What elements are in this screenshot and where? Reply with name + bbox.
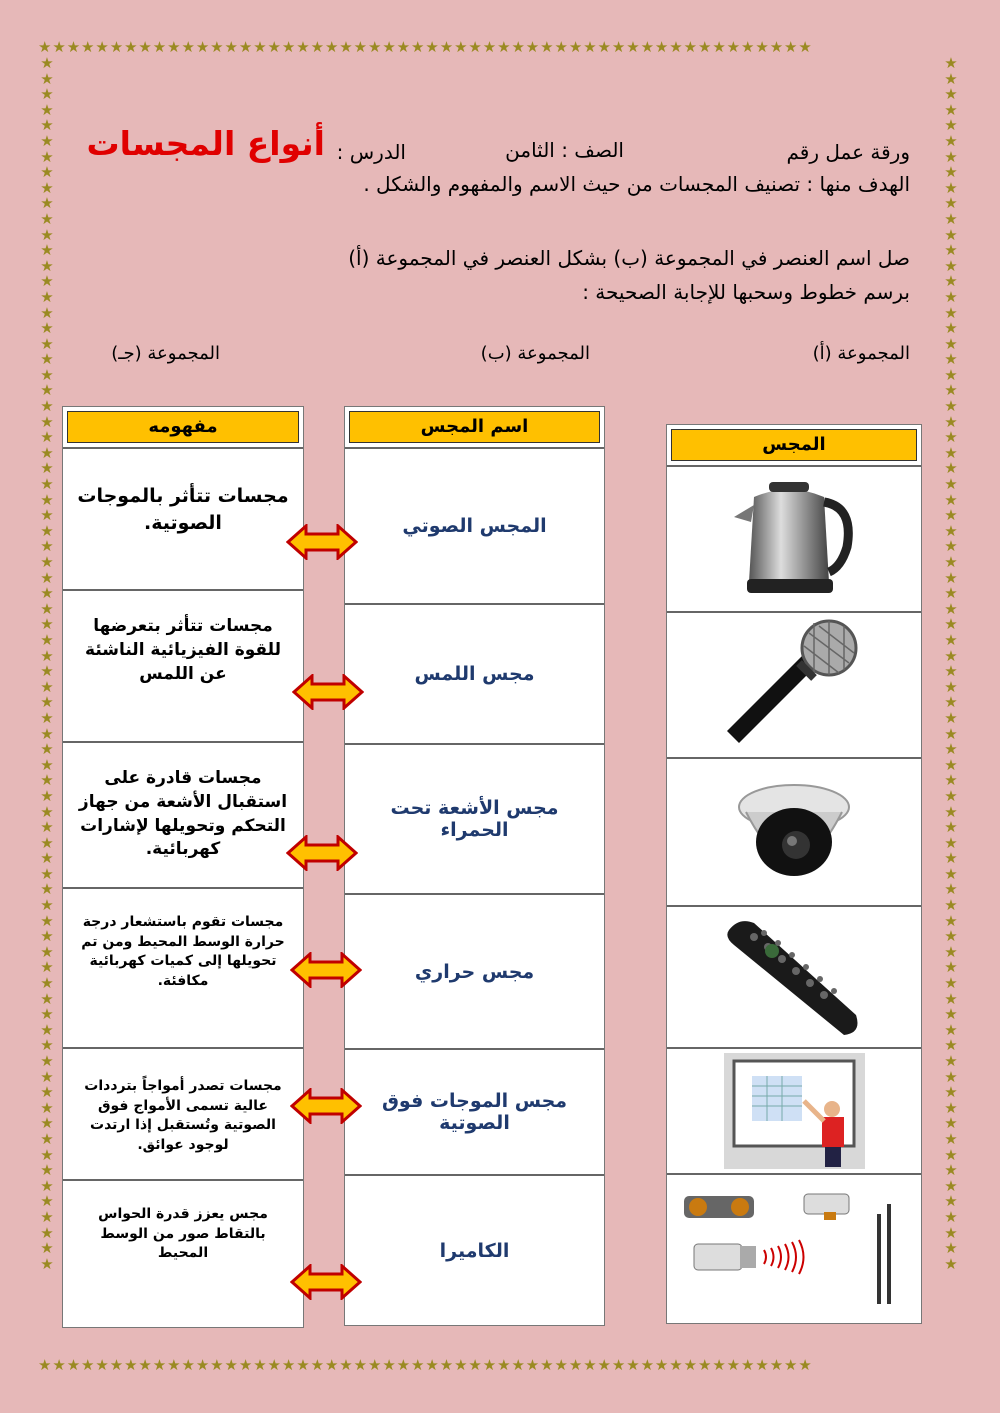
dome-camera-icon (734, 777, 854, 887)
group-b-label: المجموعة (ب) (480, 343, 590, 364)
name-cell-3: مجس الأشعة تحت الحمراء (345, 743, 604, 893)
name-cell-2: مجس اللمس (345, 603, 604, 743)
kettle-icon (729, 477, 859, 602)
table-name (344, 406, 605, 1326)
table-concept (62, 406, 304, 1328)
table-concept-header: مفهومه (67, 411, 299, 443)
concept-cell-6: مجس يعزز قدرة الحواس بالتقاط صور من الوسط المحيط (63, 1179, 303, 1327)
name-cell-4: مجس حراري (345, 893, 604, 1048)
table-name-header: اسم المجس (349, 411, 600, 443)
star-border-bottom: ★★★★★★★★★★★★★★★★★★★★★★★★★★★★★★★★★★★★★★★★★★★★★★★★★★★★★★ (38, 1356, 813, 1374)
sensor-image-3 (667, 757, 921, 905)
ultrasonic-sensor-icon (674, 1184, 914, 1314)
name-cell-5: مجس الموجات فوق الصوتية (345, 1048, 604, 1174)
grade-label: الصف : الثامن (505, 138, 624, 162)
concept-cell-5: مجسات تصدر أمواجاً بترددات عالية تسمى الأمواج فوق الصوتية وتُستقبل إذا ارتدت لوجود عوائق. (63, 1047, 303, 1179)
remote-control-icon (724, 915, 864, 1040)
double-arrow-icon (292, 674, 364, 710)
lesson-label: الدرس : (336, 140, 406, 164)
concept-cell-2: مجسات تتأثر بتعرضها للقوة الفيزيائية الناشئة عن اللمس (63, 589, 303, 741)
concept-cell-1: مجسات تتأثر بالموجات الصوتية. (63, 447, 303, 589)
double-arrow-icon (290, 952, 362, 988)
smartboard-icon (722, 1051, 867, 1171)
sensor-image-4 (667, 905, 921, 1047)
table-sensor-header: المجس (671, 429, 917, 461)
group-c-label: المجموعة (جـ) (111, 343, 220, 364)
name-cell-6: الكاميرا (345, 1174, 604, 1325)
star-border-right: ★★★★★★★★★★★★★★★★★★★★★★★★★★★★★★★★★★★★★★★★★★★★★★★★★★★★★★★★★★★★★★★★★★★★★★★★★★★★★★ (944, 56, 958, 1273)
table-sensor (666, 424, 922, 1324)
double-arrow-icon (286, 524, 358, 560)
name-cell-1: المجس الصوتي (345, 447, 604, 603)
sensor-image-2 (667, 611, 921, 757)
sensor-image-6 (667, 1173, 921, 1323)
sensor-image-1 (667, 465, 921, 611)
worksheet-label: ورقة عمل رقم (786, 140, 910, 164)
sensor-image-5 (667, 1047, 921, 1173)
double-arrow-icon (286, 835, 358, 871)
instruction-line-2: برسم خطوط وسحبها للإجابة الصحيحة : (582, 280, 910, 304)
microphone-icon (719, 618, 869, 753)
objective-text: الهدف منها : تصنيف المجسات من حيث الاسم والمفهوم والشكل . (363, 172, 910, 196)
group-a-label: المجموعة (أ) (812, 343, 910, 364)
star-border-left: ★★★★★★★★★★★★★★★★★★★★★★★★★★★★★★★★★★★★★★★★★★★★★★★★★★★★★★★★★★★★★★★★★★★★★★★★★★★★★★ (40, 56, 54, 1273)
double-arrow-icon (290, 1088, 362, 1124)
instruction-line-1: صل اسم العنصر في المجموعة (ب) بشكل العنصر في المجموعة (أ) (348, 246, 910, 270)
concept-cell-4: مجسات تقوم باستشعار درجة حرارة الوسط المحيط ومن تم تحويلها إلى كميات كهربائية مكافئة. (63, 887, 303, 1047)
page-title: أنواع المجسات (86, 124, 325, 163)
concept-cell-3: مجسات قادرة على استقبال الأشعة من جهاز التحكم وتحويلها لإشارات كهربائية. (63, 741, 303, 887)
double-arrow-icon (290, 1264, 362, 1300)
star-border-top: ★★★★★★★★★★★★★★★★★★★★★★★★★★★★★★★★★★★★★★★★★★★★★★★★★★★★★★ (38, 38, 813, 56)
